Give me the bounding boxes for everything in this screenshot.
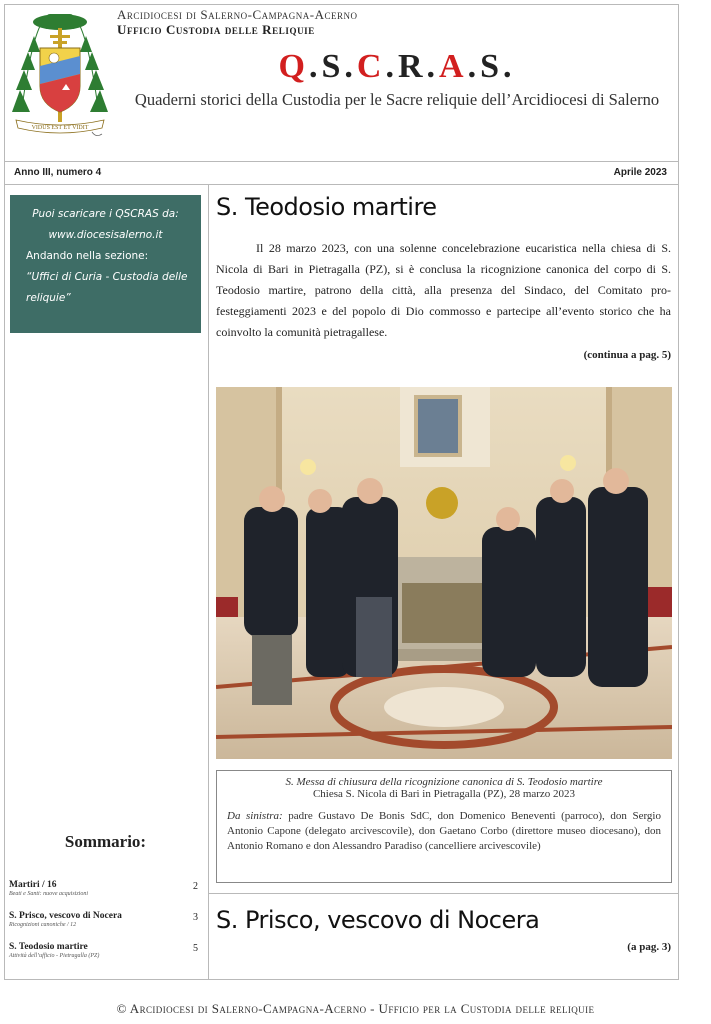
page-footer: © Arcidiocesi di Salerno-Campagna-Acerno - Ufficio per la Custodia delle reliquie bbox=[116, 1001, 595, 1016]
download-line: “Uffici di Curia - Custodia delle bbox=[26, 271, 188, 283]
toc-item-subtitle: Beati e Santi: nuove acquisizioni bbox=[9, 891, 88, 897]
article-body: Il 28 marzo 2023, con una solenne concelebrazione eucaristica nella chiesa di S. Nicola di Bari in Pietragalla (PZ), si è conclusa la ricognizione canonica del corpo di S. Teodosio martire, patrono della città, alla presenza del Sindaco, del Comitato pro-festeggiamenti 2023 e del popolo di Dio commosso e partecipe all’evento storico che ha coinvolto la comunità pietragallese. bbox=[216, 241, 671, 339]
photo-caption bbox=[216, 770, 672, 883]
download-line: reliquie” bbox=[26, 292, 71, 304]
office-name: Ufficio Custodia delle Reliquie bbox=[117, 22, 315, 37]
article2-page-link[interactable]: (a pag. 3) bbox=[627, 941, 671, 953]
header-divider bbox=[4, 161, 679, 162]
masthead-letter: . bbox=[426, 48, 439, 85]
toc-item-title: S. Prisco, vescovo di Nocera bbox=[9, 911, 122, 921]
toc-item-subtitle: Ricognizioni canoniche / 12 bbox=[9, 922, 77, 928]
caption-prefix: Da sinistra: bbox=[227, 810, 283, 822]
toc-item[interactable] bbox=[9, 911, 202, 942]
column-divider bbox=[208, 185, 209, 980]
toc-item[interactable] bbox=[9, 880, 202, 911]
svg-text:VIDUS EST ET VIDIT: VIDUS EST ET VIDIT bbox=[31, 125, 89, 131]
masthead-letter: S bbox=[321, 48, 345, 85]
toc-item-page: 3 bbox=[193, 912, 198, 923]
masthead-letter: . bbox=[467, 48, 481, 85]
table-of-contents bbox=[9, 880, 202, 973]
toc-item-page: 2 bbox=[193, 881, 198, 892]
article-title: S. Teodosio martire bbox=[216, 193, 437, 221]
masthead-subtitle: Quaderni storici della Custodia per le Sacre reliquie dell’Arcidiocesi di Salerno bbox=[134, 90, 660, 109]
article2-title: S. Prisco, vescovo di Nocera bbox=[216, 906, 540, 934]
church-group-photo bbox=[216, 387, 672, 759]
article-divider bbox=[209, 893, 679, 894]
continue-link[interactable]: (continua a pag. 5) bbox=[583, 349, 671, 361]
masthead-letter: . bbox=[344, 48, 357, 85]
masthead-letter: A bbox=[439, 48, 468, 85]
caption-names: padre Gustavo De Bonis SdC, don Domenico Beneventi (parroco), don Sergio Antonio Capone (delegato arcivescovile), don Gaetano Corbo (direttore museo diocesano), don Antonio Romano e don Alessandro Paradiso (cancelliere arcivescovile) bbox=[227, 810, 661, 852]
issue-divider bbox=[4, 184, 679, 185]
archdiocese-crest-logo bbox=[10, 8, 110, 142]
issue-number: Anno III, numero 4 bbox=[14, 167, 102, 178]
toc-item-subtitle: Attività dell’ufficio - Pietragalla (PZ) bbox=[9, 953, 100, 959]
caption-title: S. Messa di chiusura della ricognizione canonica di S. Teodosio martire bbox=[285, 776, 603, 788]
masthead-letter: R bbox=[397, 48, 427, 85]
download-line: Andando nella sezione: bbox=[26, 250, 149, 262]
masthead-letter: . bbox=[308, 48, 322, 85]
masthead-letter: C bbox=[356, 48, 386, 85]
organization-name: Arcidiocesi di Salerno-Campagna-Acerno bbox=[117, 7, 358, 22]
caption-location: Chiesa S. Nicola di Bari in Pietragalla (PZ), 28 marzo 2023 bbox=[312, 788, 576, 800]
toc-item-title: Martiri / 16 bbox=[9, 880, 57, 890]
toc-item-page: 5 bbox=[193, 943, 198, 954]
download-website-link[interactable]: www.diocesisalerno.it bbox=[48, 229, 163, 241]
masthead-title bbox=[117, 48, 677, 86]
masthead-letter: Q bbox=[278, 48, 309, 85]
download-info-box bbox=[10, 195, 201, 333]
toc-item-title: S. Teodosio martire bbox=[9, 942, 88, 952]
caption-people bbox=[227, 809, 661, 854]
download-line: Puoi scaricare i QSCRAS da: bbox=[32, 208, 179, 220]
masthead-letter: . bbox=[385, 48, 398, 85]
masthead-letter: . bbox=[502, 48, 516, 85]
issue-date: Aprile 2023 bbox=[613, 167, 667, 178]
summary-title: Sommario: bbox=[64, 832, 147, 851]
masthead-letter: S bbox=[480, 48, 503, 85]
toc-item[interactable] bbox=[9, 942, 202, 973]
